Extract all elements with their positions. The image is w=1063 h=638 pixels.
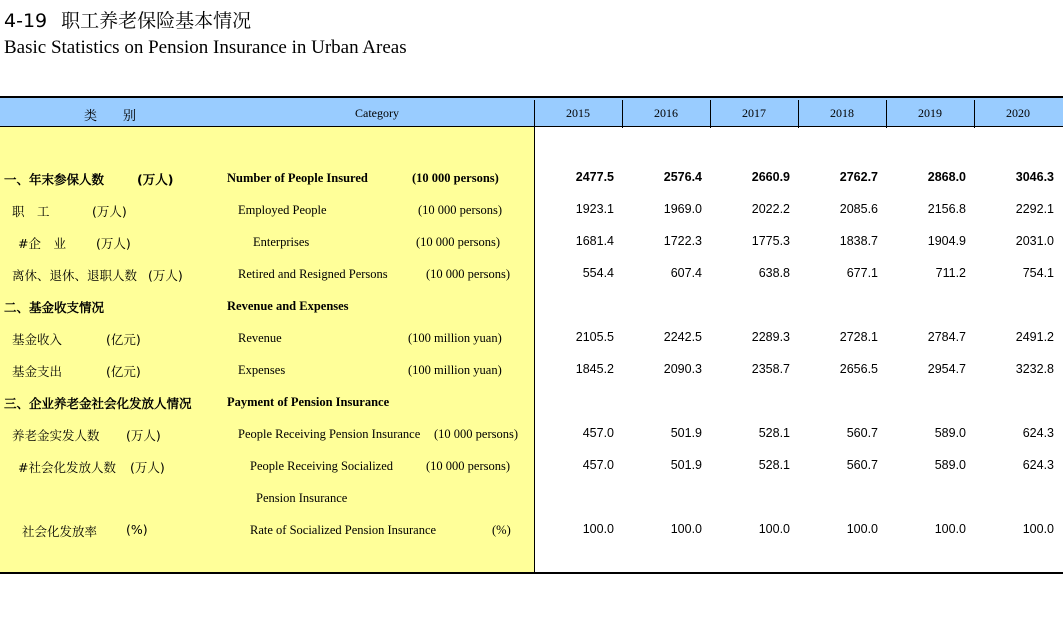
- row-unit-cn: (万人): [137, 172, 174, 187]
- table-row: [0, 458, 1063, 490]
- table-row: [0, 266, 1063, 298]
- row-unit-en: (10 000 persons): [434, 427, 519, 441]
- row-unit-cn: (万人): [92, 204, 127, 219]
- row-unit-en: (10 000 persons): [418, 203, 503, 217]
- cell-value-2015: 1923.1: [575, 202, 614, 216]
- row-label-en: Revenue: [238, 331, 282, 345]
- cell-value-2020: 2292.1: [1015, 202, 1054, 216]
- cell-value-2015: 1681.4: [575, 234, 614, 248]
- row-label-en: Rate of Socialized Pension Insurance: [250, 523, 437, 537]
- row-unit-en: (10 000 persons): [412, 171, 499, 185]
- cell-value-2016: 2576.4: [663, 170, 702, 184]
- cell-value-2017: 2358.7: [751, 362, 790, 376]
- table-number: 4-19: [4, 10, 48, 32]
- header-year-2017: 2017: [742, 106, 766, 120]
- cell-value-2018: 100.0: [846, 522, 878, 536]
- table-row: [0, 362, 1063, 394]
- row-label-en: Number of People Insured: [227, 171, 368, 185]
- row-label-en: Payment of Pension Insurance: [227, 395, 390, 409]
- cell-value-2019: 100.0: [934, 522, 966, 536]
- cell-value-2015: 457.0: [582, 426, 614, 440]
- header-category-cn: 类别: [84, 109, 163, 124]
- row-unit-cn: (%): [126, 522, 148, 537]
- cell-value-2019: 2954.7: [927, 362, 966, 376]
- row-label-cn: 离休、退休、退职人数: [12, 268, 138, 283]
- row-label-cn: 职 工: [12, 204, 50, 219]
- row-unit-cn: (亿元): [106, 364, 141, 379]
- header-year-2018: 2018: [830, 106, 854, 120]
- cell-value-2018: 2762.7: [839, 170, 878, 184]
- row-label-cn: #社会化发放人数: [18, 460, 116, 475]
- cell-value-2016: 1722.3: [663, 234, 702, 248]
- cell-value-2018: 2085.6: [839, 202, 878, 216]
- row-unit-cn: (万人): [126, 428, 161, 443]
- cell-value-2020: 2031.0: [1015, 234, 1054, 248]
- row-label-en: Employed People: [238, 203, 327, 217]
- cell-value-2015: 457.0: [582, 458, 614, 472]
- table-row: [0, 170, 1063, 202]
- row-label-en: Expenses: [238, 363, 286, 377]
- row-unit-en: (100 million yuan): [408, 363, 502, 377]
- header-year-2019: 2019: [918, 106, 942, 120]
- row-unit-cn: (万人): [130, 460, 165, 475]
- cell-value-2017: 2660.9: [751, 170, 790, 184]
- row-label-en: Pension Insurance: [256, 491, 348, 505]
- cell-value-2020: 2491.2: [1015, 330, 1054, 344]
- row-label-cn: 三、企业养老金社会化发放人情况: [4, 396, 192, 411]
- table-title-cn: [4, 6, 251, 33]
- cell-value-2020: 624.3: [1022, 426, 1054, 440]
- row-label-en: Enterprises: [253, 235, 310, 249]
- table-bottom-rule: [0, 572, 1063, 574]
- cell-value-2019: 589.0: [934, 426, 966, 440]
- row-unit-en: (%): [492, 523, 511, 537]
- row-label-cn: 养老金实发人数: [12, 428, 100, 443]
- table-row: [0, 330, 1063, 362]
- table-title-en: Basic Statistics on Pension Insurance in Urban Areas: [4, 37, 407, 58]
- row-unit-cn: (亿元): [106, 332, 141, 347]
- row-unit-en: (100 million yuan): [408, 331, 502, 345]
- cell-value-2016: 501.9: [670, 426, 702, 440]
- cell-value-2016: 2090.3: [663, 362, 702, 376]
- row-label-en: Revenue and Expenses: [227, 299, 349, 313]
- cell-value-2015: 1845.2: [575, 362, 614, 376]
- row-label-cn: 一、年末参保人数: [4, 172, 105, 187]
- cell-value-2020: 754.1: [1022, 266, 1054, 280]
- cell-value-2018: 560.7: [846, 458, 878, 472]
- cell-value-2020: 624.3: [1022, 458, 1054, 472]
- header-year-2016: 2016: [654, 106, 678, 120]
- cell-value-2016: 2242.5: [663, 330, 702, 344]
- cell-value-2016: 501.9: [670, 458, 702, 472]
- header-year-2015: 2015: [566, 106, 590, 120]
- row-label-en: People Receiving Socialized: [250, 459, 394, 473]
- cell-value-2017: 1775.3: [751, 234, 790, 248]
- row-label-cn: 基金支出: [12, 364, 63, 379]
- row-unit-cn: (万人): [96, 236, 131, 251]
- cell-value-2017: 100.0: [758, 522, 790, 536]
- row-label-cn: 二、基金收支情况: [4, 300, 105, 315]
- row-label-cn: #企 业: [18, 236, 66, 251]
- row-unit-en: (10 000 persons): [416, 235, 501, 249]
- cell-value-2016: 1969.0: [663, 202, 702, 216]
- cell-value-2016: 607.4: [670, 266, 702, 280]
- table-header: [0, 98, 1063, 127]
- cell-value-2017: 2022.2: [751, 202, 790, 216]
- table-row: [0, 202, 1063, 234]
- row-label-en: Retired and Resigned Persons: [238, 267, 388, 281]
- row-unit-en: (10 000 persons): [426, 459, 511, 473]
- cell-value-2018: 677.1: [846, 266, 878, 280]
- table-title-cn-text: 职工养老保险基本情况: [61, 10, 252, 32]
- table-row: [0, 426, 1063, 458]
- cell-value-2019: 2868.0: [927, 170, 966, 184]
- cell-value-2018: 2728.1: [839, 330, 878, 344]
- cell-value-2019: 2784.7: [927, 330, 966, 344]
- table-row: [0, 394, 1063, 426]
- row-unit-cn: (万人): [148, 268, 183, 283]
- cell-value-2019: 1904.9: [927, 234, 966, 248]
- header-year-2020: 2020: [1006, 106, 1030, 120]
- cell-value-2019: 589.0: [934, 458, 966, 472]
- cell-value-2015: 2477.5: [575, 170, 614, 184]
- table-row: [0, 522, 1063, 554]
- cell-value-2016: 100.0: [670, 522, 702, 536]
- cell-value-2019: 2156.8: [927, 202, 966, 216]
- cell-value-2017: 2289.3: [751, 330, 790, 344]
- cell-value-2015: 100.0: [582, 522, 614, 536]
- cell-value-2019: 711.2: [935, 266, 966, 280]
- row-label-cn: 社会化发放率: [22, 524, 98, 539]
- cell-value-2017: 638.8: [758, 266, 790, 280]
- cell-value-2018: 2656.5: [839, 362, 878, 376]
- table-row: [0, 298, 1063, 330]
- statistics-table: [0, 96, 1063, 574]
- row-unit-en: (10 000 persons): [426, 267, 511, 281]
- header-category-en: Category: [355, 106, 399, 120]
- row-label-en: People Receiving Pension Insurance: [238, 427, 421, 441]
- row-label-cn: 基金收入: [12, 332, 63, 347]
- cell-value-2018: 560.7: [846, 426, 878, 440]
- cell-value-2020: 3232.8: [1015, 362, 1054, 376]
- cell-value-2017: 528.1: [758, 426, 790, 440]
- cell-value-2017: 528.1: [758, 458, 790, 472]
- cell-value-2020: 100.0: [1022, 522, 1054, 536]
- cell-value-2018: 1838.7: [839, 234, 878, 248]
- table-row: [0, 490, 1063, 522]
- cell-value-2015: 2105.5: [575, 330, 614, 344]
- cell-value-2020: 3046.3: [1015, 170, 1054, 184]
- table-row: [0, 234, 1063, 266]
- cell-value-2015: 554.4: [582, 266, 614, 280]
